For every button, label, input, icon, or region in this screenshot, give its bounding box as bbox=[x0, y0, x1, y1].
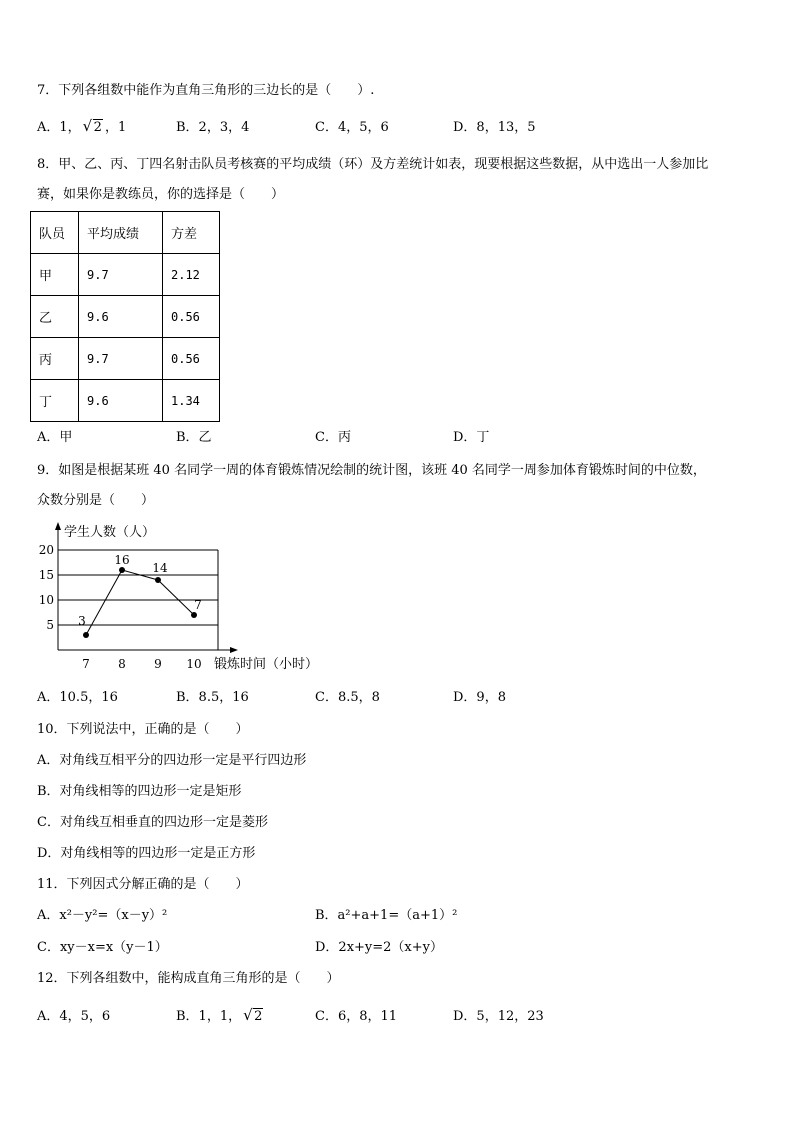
table-cell: 丙 bbox=[31, 338, 79, 380]
q9-option-a: A．10.5，16 bbox=[37, 690, 118, 705]
table-cell: 9.6 bbox=[79, 296, 163, 338]
table-header-cell: 平均成绩 bbox=[79, 212, 163, 254]
data-point bbox=[119, 567, 125, 573]
q7-option-b: B．2，3，4 bbox=[176, 120, 250, 135]
q12-option-b: B．1，1， √ 2 bbox=[176, 1006, 263, 1024]
q7-option-c: C．4，5，6 bbox=[315, 120, 389, 135]
q8-option-a: A．甲 bbox=[37, 430, 73, 445]
sqrt-symbol: √ 2 bbox=[243, 1006, 263, 1024]
x-tick-label: 8 bbox=[118, 657, 126, 671]
y-tick-label: 10 bbox=[38, 593, 54, 607]
q12-option-d: D．5，12，23 bbox=[453, 1009, 544, 1024]
table-cell: 2.12 bbox=[163, 254, 220, 296]
q7-option-d: D．8，13，5 bbox=[453, 120, 536, 135]
q12-stem: 12．下列各组数中，能构成直角三角形的是（ ） bbox=[37, 971, 340, 986]
y-tick-labels bbox=[39, 543, 54, 632]
data-label: 7 bbox=[194, 598, 202, 612]
q11-option-b: B．a²+a+1=（a+1）² bbox=[315, 908, 458, 923]
q10-option-c: C．对角线互相垂直的四边形一定是菱形 bbox=[37, 815, 268, 830]
data-point bbox=[191, 612, 197, 618]
y-tick-label: 5 bbox=[46, 618, 54, 632]
x-axis-label: 锻炼时间（小时） bbox=[214, 657, 319, 672]
data-labels bbox=[78, 553, 202, 628]
q11-stem: 11．下列因式分解正确的是（ ） bbox=[37, 877, 249, 892]
q11-option-c: C．xy－x=x（y－1） bbox=[37, 940, 168, 955]
q7-stem: 7．下列各组数中能作为直角三角形的三边长的是（ ）. bbox=[37, 83, 375, 98]
table-cell: 9.7 bbox=[79, 338, 163, 380]
line-chart bbox=[30, 518, 340, 678]
x-tick-label: 7 bbox=[82, 657, 90, 671]
table-header-cell: 方差 bbox=[163, 212, 220, 254]
data-label: 14 bbox=[152, 561, 168, 575]
score-table bbox=[30, 211, 220, 422]
y-axis-arrow bbox=[55, 522, 61, 530]
q12-option-a: A．4，5，6 bbox=[37, 1009, 111, 1024]
q9-option-b: B．8.5，16 bbox=[176, 690, 249, 705]
data-points bbox=[83, 567, 197, 638]
q8-stem-line1: 8．甲、乙、丙、丁四名射击队员考核赛的平均成绩（环）及方差统计如表，现要根据这些数据，从中选出一人参加比 bbox=[37, 157, 709, 172]
table-row bbox=[31, 254, 220, 296]
q10-stem: 10．下列说法中，正确的是（ ） bbox=[37, 722, 249, 737]
q9-option-c: C．8.5，8 bbox=[315, 690, 380, 705]
table-cell: 0.56 bbox=[163, 296, 220, 338]
table-cell: 9.7 bbox=[79, 254, 163, 296]
table-cell: 甲 bbox=[31, 254, 79, 296]
y-tick-label: 15 bbox=[38, 568, 54, 582]
q9-stem-line1: 9．如图是根据某班 40 名同学一周的体育锻炼情况绘制的统计图，该班 40 名同学一周参加体育锻炼时间的中位数， bbox=[37, 463, 706, 478]
table-header-cell: 队员 bbox=[31, 212, 79, 254]
table-row bbox=[31, 296, 220, 338]
x-tick-labels bbox=[82, 657, 201, 671]
table-cell: 乙 bbox=[31, 296, 79, 338]
q9-stem-line2: 众数分别是（ ） bbox=[37, 493, 155, 508]
table-row bbox=[31, 380, 220, 422]
table-header-row bbox=[31, 212, 220, 254]
table-cell: 1.34 bbox=[163, 380, 220, 422]
data-label: 3 bbox=[78, 614, 86, 628]
q9-option-d: D．9，8 bbox=[453, 690, 506, 705]
q10-option-d: D．对角线相等的四边形一定是正方形 bbox=[37, 846, 256, 861]
q8-option-b: B．乙 bbox=[176, 430, 212, 445]
y-tick-label: 20 bbox=[38, 543, 54, 557]
table-row bbox=[31, 338, 220, 380]
y-axis-label: 学生人数（人） bbox=[64, 525, 156, 540]
x-tick-label: 9 bbox=[154, 657, 162, 671]
q11-option-a: A．x²－y²=（x－y）² bbox=[37, 908, 168, 923]
q8-option-c: C．丙 bbox=[315, 430, 351, 445]
q12-option-c: C．6，8，11 bbox=[315, 1009, 398, 1024]
q7-option-a: A．1， √ 2 ，1 bbox=[37, 117, 127, 135]
q10-option-b: B．对角线相等的四边形一定是矩形 bbox=[37, 784, 242, 799]
data-point bbox=[155, 577, 161, 583]
table-cell: 9.6 bbox=[79, 380, 163, 422]
table-cell: 0.56 bbox=[163, 338, 220, 380]
q10-option-a: A．对角线互相平分的四边形一定是平行四边形 bbox=[37, 753, 307, 768]
x-axis-arrow bbox=[230, 647, 238, 653]
q11-option-d: D．2x+y=2（x+y） bbox=[315, 940, 443, 955]
sqrt-symbol: √ 2 bbox=[82, 117, 102, 135]
x-tick-label: 10 bbox=[186, 657, 202, 671]
table-cell: 丁 bbox=[31, 380, 79, 422]
q8-stem-line2: 赛，如果你是教练员，你的选择是（ ） bbox=[37, 187, 285, 202]
data-label: 16 bbox=[114, 553, 130, 567]
q8-option-d: D．丁 bbox=[453, 430, 490, 445]
data-point bbox=[83, 632, 89, 638]
